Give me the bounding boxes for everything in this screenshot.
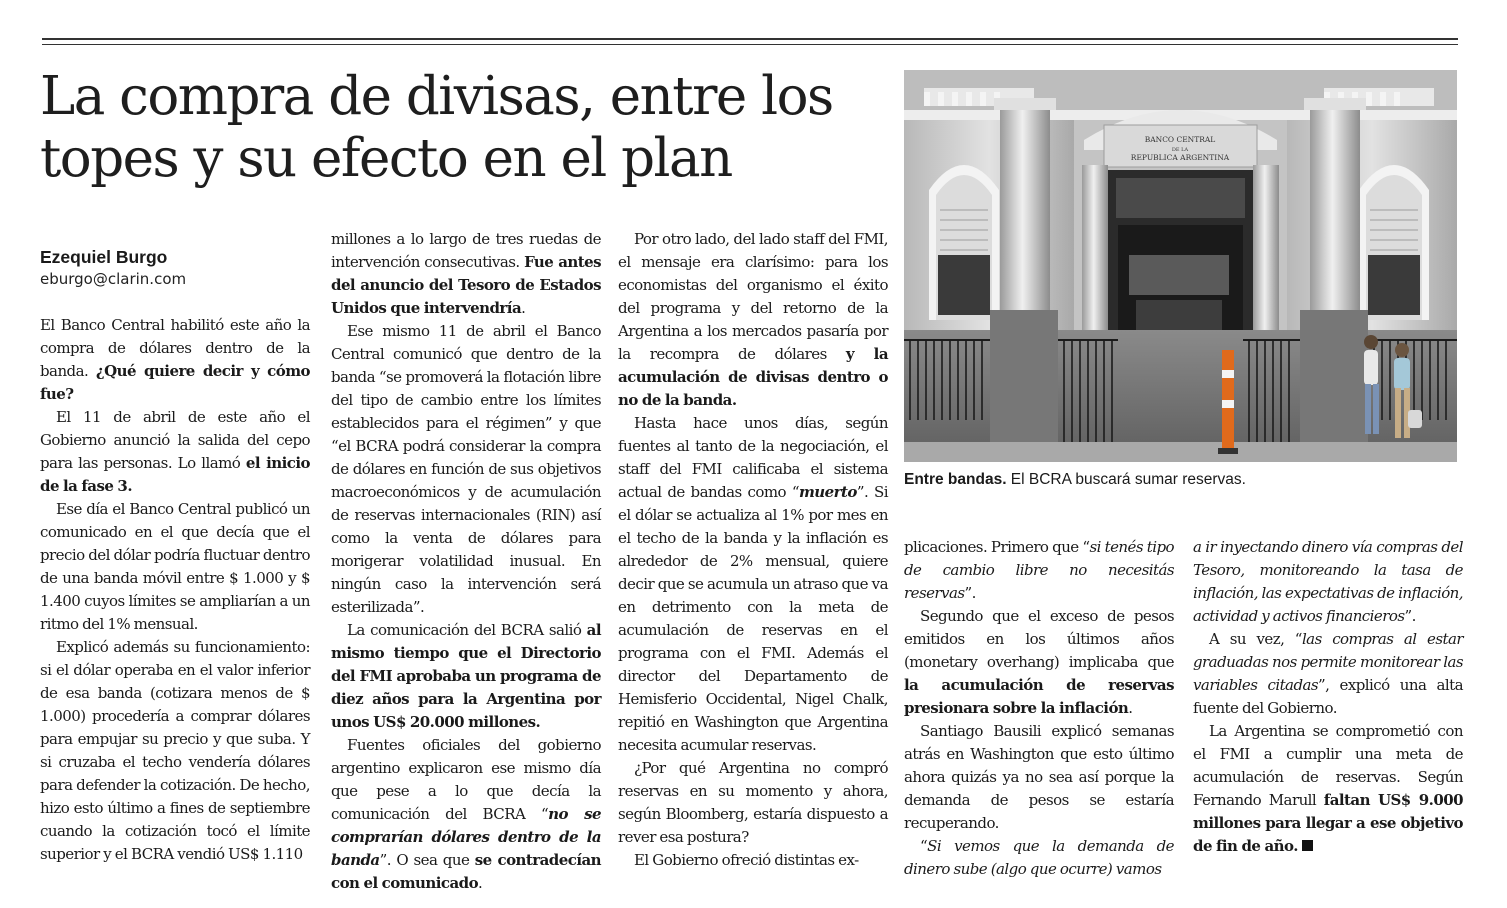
text-run: ”. Si el dólar se actualiza al 1% por mes en el techo de la banda y la inflación es alrededor de 2% mensual, quiere decir que se acumula un atraso que va en detrimento con la meta de acumulación de reservas en el programa con el FMI. Además el director del Departamento de Hemisferio Occidental, Nigel Chalk, repitió en Washington que Argentina necesita acumular reservas. (618, 483, 888, 754)
text-run: ¿Qué quiere decir y cómo fue? (40, 362, 310, 403)
caption-lead: Entre bandas. (904, 471, 1007, 488)
text-run: Santiago Bausili explicó semanas atrás en Washington que esto último ahora quizás ya no sea así porque la demanda de pesos se estaría recuperando. (904, 722, 1174, 832)
building-sign-line1: BANCO CENTRAL (1144, 135, 1216, 144)
paragraph (618, 849, 888, 872)
article-column-4 (904, 536, 1175, 878)
text-run: ”. (1404, 607, 1416, 625)
text-run: ”. (964, 584, 976, 602)
paragraph (1193, 628, 1463, 720)
paragraph (40, 498, 310, 636)
text-run: muerto (798, 483, 857, 501)
text-run: si tenés tipo de cambio libre no necesitás reservas (904, 538, 1175, 602)
byline (40, 246, 310, 291)
paragraph (904, 536, 1174, 605)
text-run: La Argentina se comprometió con el FMI a cumplir una meta de acumulación de reservas. Según Fernando Marull (1193, 722, 1463, 809)
text-run: . (478, 874, 483, 892)
text-run: . (1128, 699, 1133, 717)
paragraph (331, 734, 601, 895)
text-run: la acumulación de reservas presionara sobre la inflación (904, 676, 1174, 717)
text-run: ”. O sea que (379, 851, 475, 869)
bcra-building-photo (904, 70, 1457, 462)
author-name: Ezequiel Burgo (40, 247, 168, 267)
building-illustration (904, 70, 1457, 462)
text-run: las compras al estar graduadas nos permite monitorear las variables citadas (1193, 630, 1463, 694)
paragraph (904, 605, 1174, 720)
top-rule (42, 38, 1458, 40)
author-email: eburgo@clarin.com (40, 270, 187, 288)
paragraph (904, 720, 1174, 835)
paragraph (40, 314, 310, 406)
text-run: ¿Por qué Argentina no compró reservas en su momento y ahora, según Bloomberg, estaría dispuesto a rever esa postura? (618, 759, 888, 846)
paragraph (904, 835, 1174, 881)
top-rule-thin (42, 44, 1458, 45)
article-column-5 (1193, 536, 1463, 868)
text-run: Ese día el Banco Central publicó un comunicado en el que decía que el precio del dólar podría fluctuar dentro de una banda móvil entre $ 1.000 y $ 1.400 cuyos límites se ampliarían a un ritmo del 1% mensual. (40, 500, 310, 633)
text-run: ”, explicó una alta fuente del Gobierno. (1193, 676, 1463, 717)
paragraph (618, 228, 888, 412)
paragraph (618, 412, 888, 757)
text-run: . (521, 299, 526, 317)
paragraph (331, 228, 601, 320)
building-sign-line2: DE LA (1171, 147, 1189, 153)
paragraph (618, 757, 888, 849)
paragraph (40, 636, 310, 866)
text-run: millones a lo largo de tres ruedas de intervención consecutivas. (331, 230, 601, 271)
text-run: a ir inyectando dinero vía compras del Tesoro, monitoreando la tasa de inflación, las expectativas de inflación, actividad y activos financieros (1193, 538, 1463, 625)
paragraph (331, 320, 601, 619)
article-column-2 (331, 228, 601, 892)
text-run: al mismo tiempo que el Directorio del FMI aprobaba un programa de diez años para la Argentina por unos US$ 20.000 millones. (331, 621, 601, 731)
text-run: plicaciones. Primero que “ (904, 538, 1090, 556)
paragraph (1193, 536, 1463, 628)
text-run: El 11 de abril de este año el Gobierno anunció la salida del cepo para las personas. Lo llamó (40, 408, 310, 472)
text-run: La comunicación del BCRA salió (347, 621, 587, 639)
paragraph (1193, 720, 1463, 858)
text-run: se contradecían con el comunicado (331, 851, 601, 892)
text-run: y la acumulación de divisas dentro o no de la banda. (618, 345, 888, 409)
paragraph (331, 619, 601, 734)
text-run: Fue antes del anuncio del Tesoro de Estados Unidos que intervendría (331, 253, 601, 317)
text-run: Por otro lado, del lado staff del FMI, el mensaje era clarísimo: para los economistas del organismo el éxito del programa y del retorno de la Argentina a los mercados pasaría por la recompra de dólares (618, 230, 888, 363)
text-run: Hasta hace unos días, según fuentes al tanto de la negociación, el staff del FMI calificaba el sistema actual de bandas como “ (618, 414, 888, 501)
text-run: El Gobierno ofreció distintas ex- (634, 851, 859, 869)
text-run: Si vemos que la demanda de dinero sube (algo que ocurre) vamos (904, 837, 1174, 878)
text-run: Explicó además su funcionamiento: si el dólar operaba en el valor inferior de esa banda (cotizara menos de $ 1.000) procedería a comprar dólares para empujar su precio y que suba. Y si cruzaba el techo vendería dólares para defender la cotización. De hecho, hizo esto último a fines de septiembre cuando la cotización tocó el límite superior y el BCRA vendió US$ 1.110 (40, 638, 310, 863)
headline: La compra de divisas, entre los topes y su efecto en el plan (40, 66, 833, 189)
text-run: Segundo que el exceso de pesos emitidos en los últimos años (monetary overhang) implicaba que (904, 607, 1174, 671)
paragraph (40, 406, 310, 498)
article-column-1 (40, 314, 310, 869)
end-of-article-mark (1302, 840, 1313, 851)
text-run: no se comprarían dólares dentro de la banda (331, 805, 601, 869)
photo-caption (904, 470, 1457, 490)
text-run: faltan US$ 9.000 millones para llegar a ese objetivo de fin de año. (1193, 791, 1463, 855)
text-run: Ese mismo 11 de abril el Banco Central comunicó que dentro de la banda “se promoverá la flotación libre del tipo de cambio entre los límites establecidos para el régimen” y que “el BCRA podrá considerar la compra de dólares en función de sus objetivos macroeconómicos y de acumulación de reservas internacionales (RIN) así como la venta de dólares para morigerar volatilidad inusual. En ningún caso la intervención será esterilizada”. (331, 322, 601, 616)
caption-text: El BCRA buscará sumar reservas. (1006, 471, 1246, 488)
text-run: A su vez, “ (1209, 630, 1302, 648)
text-run: El Banco Central habilitó este año la compra de dólares dentro de la banda. (40, 316, 310, 380)
text-run: “ (920, 837, 928, 855)
text-run: el inicio de la fase 3. (40, 454, 310, 495)
text-run: Fuentes oficiales del gobierno argentino explicaron ese mismo día que pese a lo que decía la comunicación del BCRA “ (331, 736, 601, 823)
article-column-3 (618, 228, 888, 868)
building-sign-line3: REPUBLICA ARGENTINA (1130, 153, 1230, 162)
